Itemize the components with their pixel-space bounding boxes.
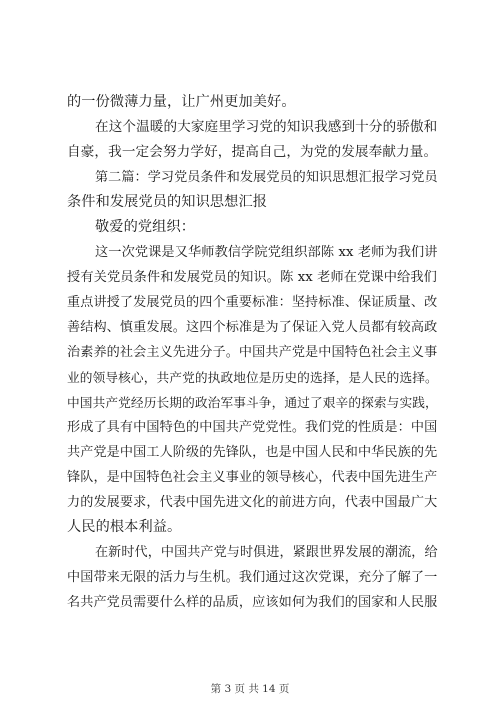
text-line: 名共产党员需要什么样的品质，应该如何为我们的国家和人民服 — [67, 595, 438, 610]
text-line: 的一份微薄力量，让广州更加美好。 — [67, 94, 296, 110]
text-line: 力的发展要求，代表中国先进文化的前进方向，代表中国最广大 — [67, 495, 438, 510]
section-heading-line: 第二篇：学习党员条件和发展党员的知识思想汇报学习党员 — [95, 170, 438, 185]
text-line: 治素养的社会主义先进分子。中国共产党是中国特色社会主义事 — [67, 345, 438, 360]
text-line: 人民的根本利益。 — [67, 519, 182, 535]
page-number: 第 3 页 共 14 页 — [210, 683, 290, 695]
text-line: 中国共产党经历长期的政治军事斗争，通过了艰辛的探索与实践， — [67, 395, 438, 410]
text-line: 授有关党员条件和发展党员的知识。陈 xx 老师在党课中给我们 — [67, 270, 437, 285]
text-line: 共产党是中国工人阶级的先锋队，也是中国人民和中华民族的先 — [67, 445, 438, 460]
text-line: 重点讲授了发展党员的四个重要标准：坚持标准、保证质量、改 — [67, 295, 438, 310]
section-heading-line: 条件和发展党员的知识思想汇报 — [67, 194, 268, 210]
page-footer — [0, 681, 500, 696]
text-line: 形成了具有中国特色的中国共产党党性。我们党的性质是：中国 — [67, 420, 438, 435]
text-line: 锋队，是中国特色社会主义事业的领导核心，代表中国先进生产 — [67, 470, 438, 485]
salutation: 敬爱的党组织： — [95, 219, 196, 235]
text-line: 在这个温暖的大家庭里学习党的知识我感到十分的骄傲和 — [95, 119, 438, 135]
text-line: 在新时代，中国共产党与时俱进，紧跟世界发展的潮流，给 — [95, 545, 438, 560]
text-line: 业的领导核心，共产党的执政地位是历史的选择，是人民的选择。 — [67, 370, 438, 385]
text-line: 自豪，我一定会努力学好，提高自己，为党的发展奉献力量。 — [67, 144, 438, 160]
body-text — [67, 90, 437, 615]
text-line: 这一次党课是又华师教信学院党组织部陈 xx 老师为我们讲 — [95, 245, 438, 260]
document-body — [67, 90, 437, 615]
text-line: 中国带来无限的活力与生机。我们通过这次党课，充分了解了一 — [67, 570, 438, 585]
text-line: 善结构、慎重发展。这四个标准是为了保证入党人员都有较高政 — [67, 320, 438, 335]
